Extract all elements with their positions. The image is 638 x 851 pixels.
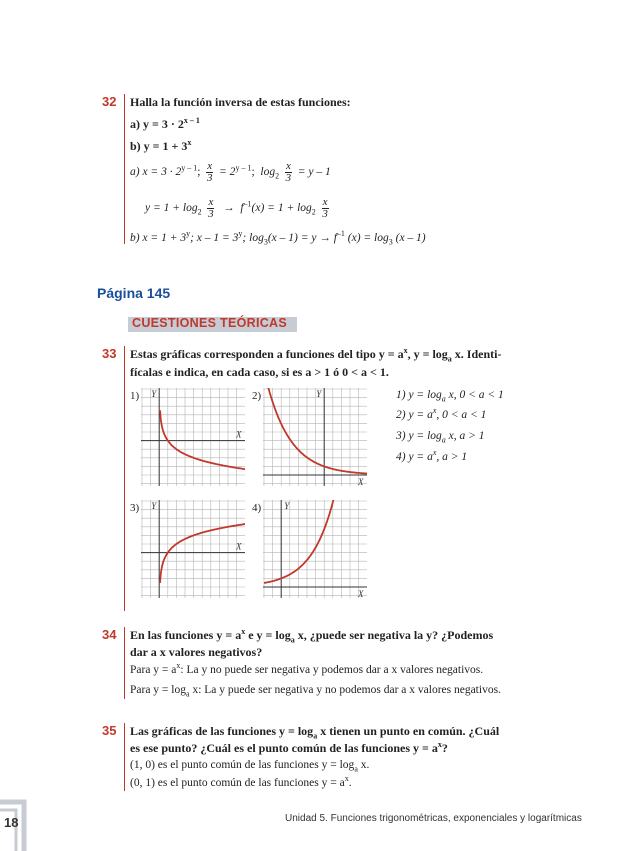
question-32-b: b) $y = 1 + 3^x$ [130, 138, 192, 153]
x-axis-label: X [236, 541, 242, 552]
answer-32-b: b) $x = 1 + 3^y$; $x - 1 = 3^y$; $\log_3(x - 1) = y \to f^{-1}$ $(x) = \log_3 (x - 1)$ [130, 229, 426, 247]
graph-answer-2: 2) $y = a^x$, 0 < a < 1 [396, 406, 487, 421]
page-heading: Página 145 [97, 285, 171, 301]
section-title: CUESTIONES TEÓRICAS [132, 316, 288, 330]
graph-answer-4: 4) $y = a^x$, a > 1 [396, 448, 468, 463]
graph-2-label: 2) [252, 390, 262, 402]
x-axis-label: X [358, 477, 364, 486]
answer-32-a-line1: a) $x = 3 \cdot 2^{y - 1}$; $\frac{x}{3}$ = $2^{y - 1}$; $\log_2$ $\frac{x}{3}$ = y – 1 [130, 160, 331, 184]
question-35-line1: Las gráficas de las funciones $y = \log_a x$ tienen un punto en común. ¿Cuál [130, 724, 500, 741]
question-35-line2: es ese punto? ¿Cuál es el punto común de las funciones $y = a^x$? [130, 740, 448, 755]
question-32-bar [124, 94, 125, 244]
y-axis-label: Y [151, 501, 157, 511]
fraction-x-over-3: $\frac{x}{3}$ [285, 160, 292, 184]
function-curve [267, 388, 367, 474]
answer-35-1: (1, 0) es el punto común de las funciones $y = \log_a x$. [130, 759, 370, 774]
answer-32-a-line2: $y = 1 + \log_2$ $\frac{x}{3}$ → $f^{-1}(x) = 1 + \log_2$ $\frac{x}{3}$ [145, 196, 328, 220]
x-axis-label: X [358, 589, 364, 598]
question-35-bar [124, 723, 125, 791]
answer-34-2: Para $y = \log_a x$: La y puede ser negativa y no podemos dar a x valores negativos. [130, 684, 501, 699]
graph-answer-3: 3) $y = \log_a x$, a > 1 [396, 430, 485, 445]
graph-3 [141, 500, 245, 598]
fraction-x-over-3: $\frac{x}{3}$ [208, 196, 214, 220]
graph-4 [263, 500, 367, 598]
question-33-bar [124, 346, 125, 611]
graph-3-label: 3) [130, 502, 140, 514]
fraction-x-over-3: $\frac{x}{3}$ [322, 196, 328, 220]
question-32-a: a) $y = 3 \cdot 2^{x - 1}$ [130, 116, 200, 131]
y-axis-label: Y [284, 501, 290, 511]
graph-1-label: 1) [130, 390, 140, 402]
x-axis-label: X [236, 429, 242, 440]
graph-answer-1: 1) $y = \log_a x$, 0 < a < 1 [396, 389, 504, 404]
y-axis-label: Y [316, 389, 322, 399]
question-number-32: 32 [102, 94, 117, 109]
footer-text: Unidad 5. Funciones trigonométricas, exponenciales y logarítmicas [285, 813, 582, 824]
question-number-34: 34 [102, 627, 117, 642]
question-34-bar [124, 627, 125, 699]
graph-4-label: 4) [252, 502, 262, 514]
question-32-title: Halla la función inversa de estas funciones: [130, 95, 351, 109]
question-34-line2: dar a x valores negativos? [130, 645, 263, 659]
answer-34-1: Para $y = a^x$: La y no puede ser negativa y podemos dar a x valores negativos. [130, 661, 484, 676]
question-34-line1: En las funciones $y = a^x$ e $y = \log_a x$, ¿puede ser negativa la y? ¿Podemos [130, 627, 494, 645]
question-number-35: 35 [102, 723, 117, 738]
graph-2 [263, 388, 367, 486]
y-axis-label: Y [151, 389, 157, 399]
answer-35-2: (0, 1) es el punto común de las funciones $y = a^x$. [130, 774, 352, 789]
fraction-x-over-3: $\frac{x}{3}$ [206, 160, 213, 184]
page-number: 18 [4, 815, 19, 830]
question-33-line1: Estas gráficas corresponden a funciones del tipo $y = a^x$, $y = \log_a x$. Identi- [130, 346, 502, 364]
graph-1 [141, 388, 245, 486]
question-number-33: 33 [102, 346, 117, 361]
question-33-line2: fícalas e indica, en cada caso, si es a > 1 ó 0 < a < 1. [130, 365, 389, 379]
